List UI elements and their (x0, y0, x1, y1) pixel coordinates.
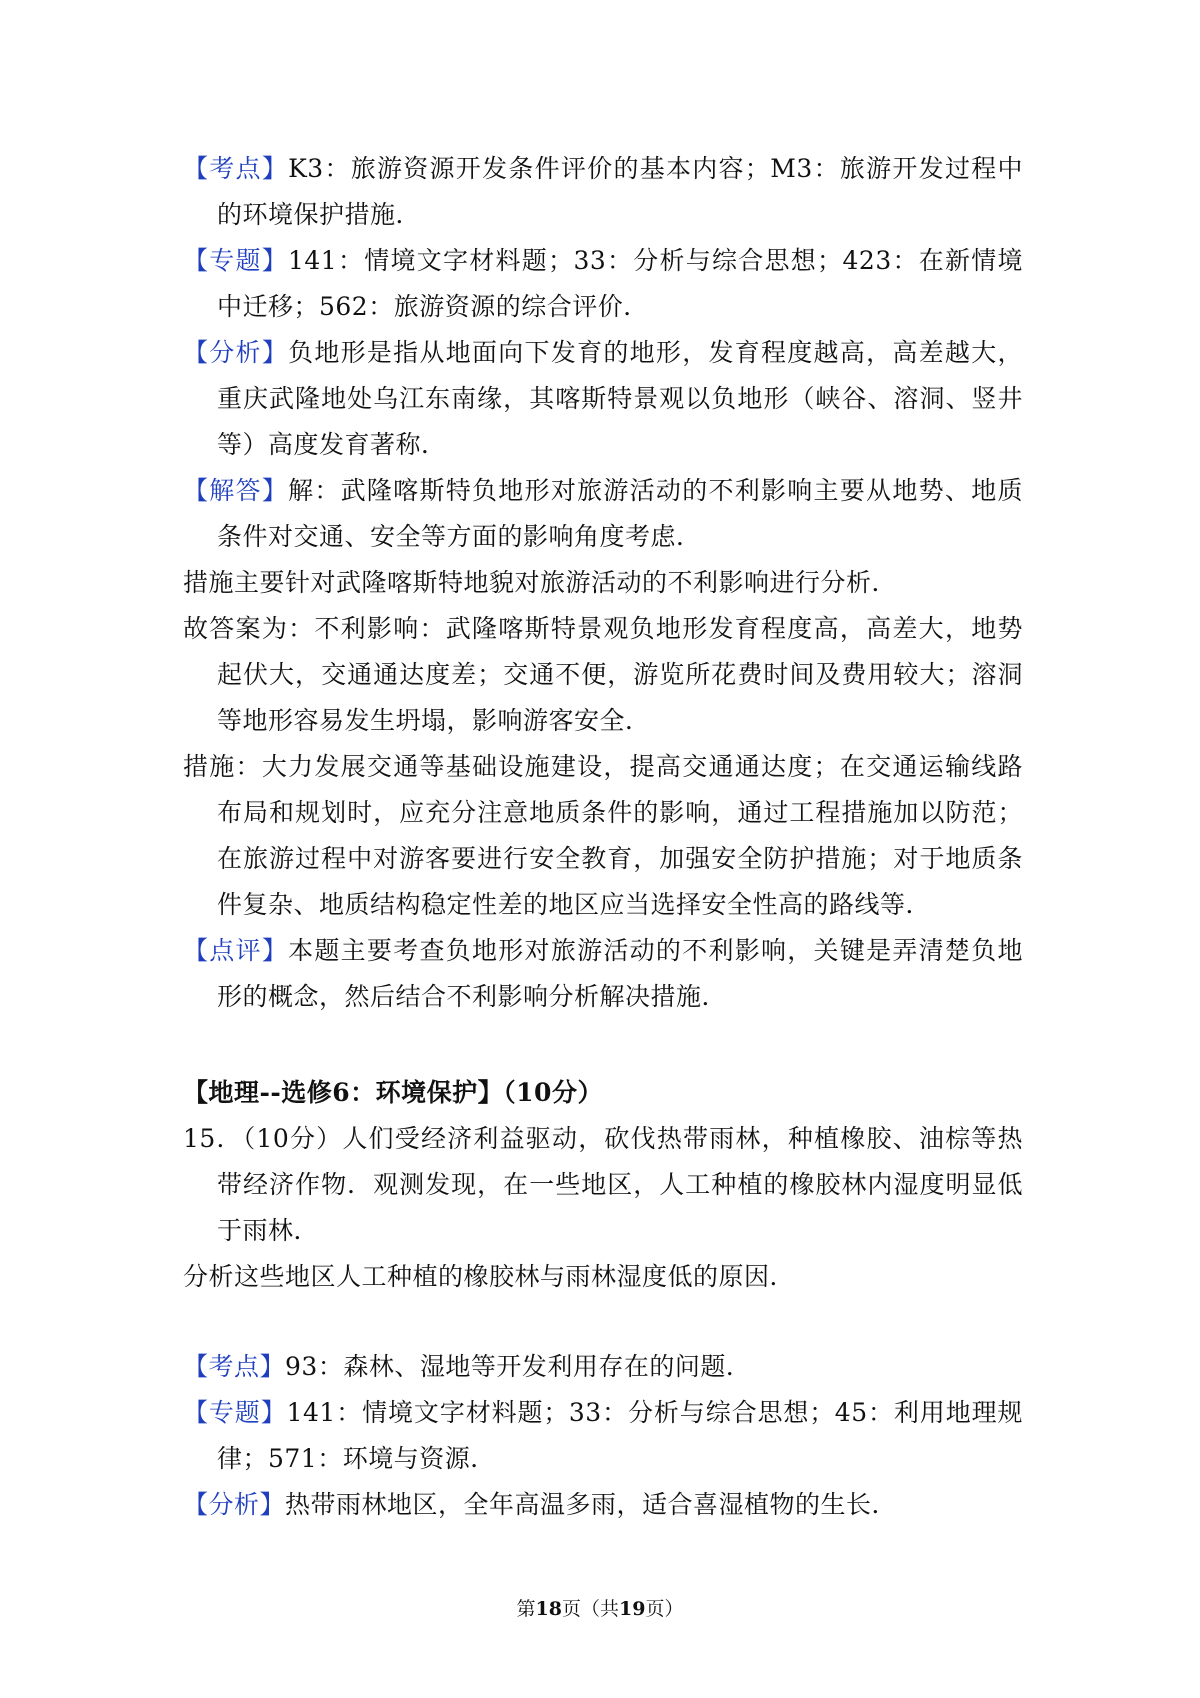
zhuanti2-text: 141：情境文字材料题；33：分析与综合思想；45：利用地理规律；571：环境与资源． (217, 1398, 1023, 1473)
footer-middle: 页（共 (561, 1598, 619, 1620)
zhuanti2-tag: 【专题】 (183, 1398, 287, 1427)
measures-paragraph: 措施：大力发展交通等基础设施建设，提高交通通达度；在交通运输线路布局和规划时，应充分注意地质条件的影响，通过工程措施加以防范；在旅游过程中对游客要进行安全教育，加强安全防护措施；对于地质条件复杂、地质结构稳定性差的地区应当选择安全性高的路线等． (183, 752, 1023, 919)
kaodian-paragraph (183, 146, 1023, 238)
jieda-tag: 【解答】 (183, 476, 289, 505)
footer-prefix: 第 (516, 1598, 536, 1620)
dianping-text: 本题主要考查负地形对旅游活动的不利影响，关键是弄清楚负地形的概念，然后结合不利影响分析解决措施． (217, 936, 1023, 1011)
kaodian2-paragraph (183, 1344, 1023, 1390)
dianping-paragraph (183, 928, 1023, 1020)
zhuanti-tag: 【专题】 (183, 246, 288, 275)
kaodian2-tag: 【考点】 (183, 1352, 286, 1381)
footer-suffix: 页） (645, 1598, 684, 1620)
section-heading: 【地理--选修6：环境保护】（10分） (183, 1078, 603, 1107)
zhuanti-text: 141：情境文字材料题；33：分析与综合思想；423：在新情境中迁移；562：旅游资源的综合评价． (217, 246, 1023, 321)
fenxi2-paragraph (183, 1482, 1023, 1528)
jieda-paragraph (183, 468, 1023, 560)
fenxi-tag: 【分析】 (183, 338, 289, 367)
kaodian-tag: 【考点】 (183, 154, 289, 183)
fenxi-paragraph (183, 330, 1023, 468)
page-footer (0, 1594, 1200, 1621)
zhuanti2-paragraph (183, 1390, 1023, 1482)
question-ask: 分析这些地区人工种植的橡胶林与雨林湿度低的原因． (183, 1262, 796, 1291)
footer-total-pages: 19 (619, 1598, 646, 1620)
dianping-tag: 【点评】 (183, 936, 289, 965)
jieda-text: 解：武隆喀斯特负地形对旅游活动的不利影响主要从地势、地质条件对交通、安全等方面的影响角度考虑． (217, 476, 1023, 551)
fenxi2-tag: 【分析】 (183, 1490, 286, 1519)
footer-page-number: 18 (535, 1598, 562, 1620)
kaodian-text: K3：旅游资源开发条件评价的基本内容；M3：旅游开发过程中的环境保护措施． (217, 154, 1023, 229)
measures-intro-paragraph: 措施主要针对武隆喀斯特地貌对旅游活动的不利影响进行分析． (183, 568, 898, 597)
kaodian2-text: 93：森林、湿地等开发利用存在的问题． (285, 1352, 752, 1381)
page-content (183, 146, 1023, 1528)
zhuanti-paragraph (183, 238, 1023, 330)
question-stem: 15．（10分）人们受经济利益驱动，砍伐热带雨林，种植橡胶、油棕等热带经济作物．观测发现，在一些地区，人工种植的橡胶林内湿度明显低于雨林． (183, 1124, 1023, 1245)
answer-paragraph: 故答案为：不利影响：武隆喀斯特景观负地形发育程度高，高差大，地势起伏大，交通通达度差；交通不便，游览所花费时间及费用较大；溶洞等地形容易发生坍塌，影响游客安全． (183, 614, 1023, 735)
fenxi-text: 负地形是指从地面向下发育的地形，发育程度越高，高差越大，重庆武隆地处乌江东南缘，其喀斯特景观以负地形（峡谷、溶洞、竖井等）高度发育著称． (217, 338, 1023, 459)
fenxi2-text: 热带雨林地区，全年高温多雨，适合喜湿植物的生长． (285, 1490, 898, 1519)
